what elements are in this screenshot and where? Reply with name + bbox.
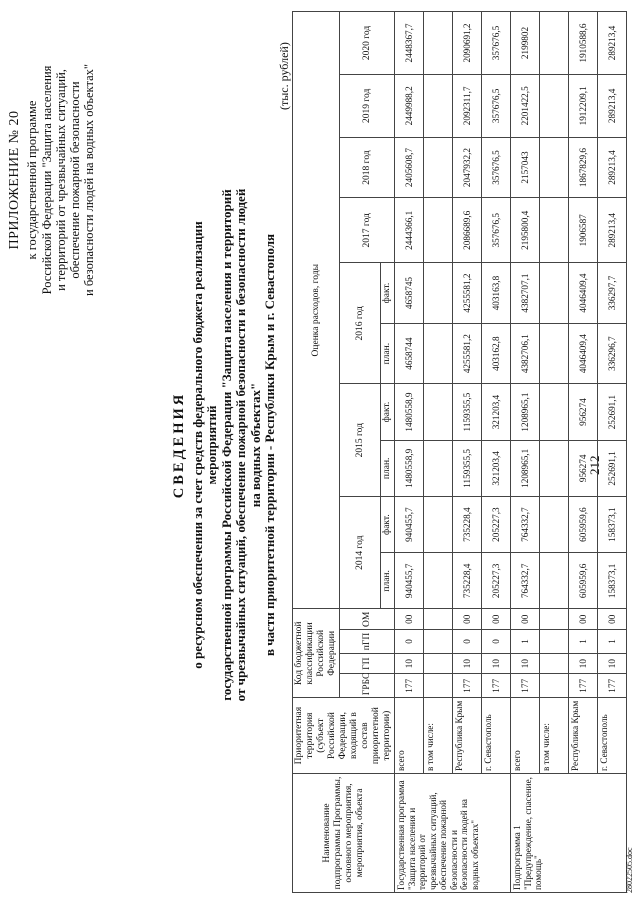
value-cell	[540, 12, 569, 75]
value-cell: 321203,4	[482, 384, 511, 440]
value-cell	[424, 137, 453, 198]
value-cell: 1159355,5	[453, 384, 482, 440]
value-cell: 1208965,1	[511, 440, 540, 496]
value-cell: 735228,4	[453, 496, 482, 552]
value-cell: 764332,7	[511, 553, 540, 609]
table-row	[395, 12, 424, 893]
budget-code-cell: 10	[569, 653, 598, 674]
title-line: о ресурсном обеспечении за счет средств федерального бюджета реализации мероприятий	[189, 221, 219, 669]
value-cell: 357676,5	[482, 74, 511, 137]
value-cell: 764332,7	[511, 496, 540, 552]
budget-code-cell: 177	[453, 674, 482, 698]
header-year-2015: 2015 год	[340, 384, 381, 497]
budget-code-cell: 10	[511, 653, 540, 674]
value-cell: 1867829,6	[569, 137, 598, 198]
appendix-line: и территорий от чрезвычайных ситуаций,	[53, 69, 68, 291]
value-cell: 2201422,5	[511, 74, 540, 137]
value-cell	[540, 323, 569, 384]
value-cell: 4382706,1	[511, 323, 540, 384]
header-plan: план.	[381, 323, 395, 384]
value-cell	[540, 263, 569, 324]
value-cell	[424, 323, 453, 384]
value-cell: 336296,7	[598, 323, 627, 384]
value-cell: 1906587	[569, 198, 598, 263]
header-territory: Приоритетная территория (субъект Российской Федерации, входящий в состав приоритетной территории)	[293, 698, 395, 774]
value-cell: 4255581,2	[453, 263, 482, 324]
value-cell	[424, 12, 453, 75]
value-cell	[424, 440, 453, 496]
appendix-line: обеспечение пожарной безопасности	[68, 81, 83, 279]
value-cell: 2195800,4	[511, 198, 540, 263]
row-name: Государственная программа "Защита населения и территорий от чрезвычайных ситуаций, обеспечение пожарной безопасности и безопасности людей на водных объектах"	[395, 773, 511, 892]
budget-code-cell: 10	[482, 653, 511, 674]
budget-code-cell: 00	[511, 609, 540, 630]
budget-code-cell	[424, 630, 453, 654]
value-cell	[540, 137, 569, 198]
header-plan: план.	[381, 440, 395, 496]
appendix-line: и безопасности людей на водных объектах"	[82, 64, 97, 296]
value-cell	[540, 496, 569, 552]
header-name: Наименование подпрограммы Программы, основного мероприятия, мероприятия, объекта	[293, 773, 395, 892]
value-cell	[540, 384, 569, 440]
value-cell: 2448367,7	[395, 12, 424, 75]
header-code-pgp: пГП	[340, 630, 395, 654]
table-row	[482, 12, 511, 893]
value-cell: 4658745	[395, 263, 424, 324]
value-cell: 1910588,6	[569, 12, 598, 75]
budget-code-cell	[540, 674, 569, 698]
value-cell: 205227,3	[482, 496, 511, 552]
header-code-grbs: ГРБС	[340, 674, 395, 698]
header-fact: факт.	[381, 496, 395, 552]
value-cell: 2157043	[511, 137, 540, 198]
appendix-block	[8, 20, 97, 340]
value-cell: 4046409,4	[569, 323, 598, 384]
value-cell: 158373,1	[598, 496, 627, 552]
value-cell	[424, 74, 453, 137]
budget-code-cell: 1	[511, 630, 540, 654]
header-year-2020: 2020 год	[340, 12, 395, 75]
row-territory: Республика Крым	[453, 698, 482, 774]
budget-code-cell	[540, 609, 569, 630]
row-territory: Республика Крым	[569, 698, 598, 774]
value-cell: 289213,4	[598, 12, 627, 75]
title-line: в части приоритетной территории - Республики Крым и г. Севастополя	[262, 233, 277, 657]
value-cell: 2405608,7	[395, 137, 424, 198]
row-territory: в том числе:	[540, 698, 569, 774]
value-cell: 289213,4	[598, 74, 627, 137]
row-territory: всего	[511, 698, 540, 774]
value-cell: 252691,1	[598, 440, 627, 496]
value-cell: 289213,4	[598, 198, 627, 263]
budget-code-cell: 00	[598, 609, 627, 630]
value-cell: 357676,5	[482, 137, 511, 198]
budget-code-cell: 10	[453, 653, 482, 674]
table-row	[424, 12, 453, 893]
value-cell: 956274	[569, 384, 598, 440]
value-cell: 1208965,1	[511, 384, 540, 440]
appendix-line: Российской Федерации "Защита населения	[39, 65, 54, 295]
budget-code-cell: 177	[598, 674, 627, 698]
value-cell: 940455,7	[395, 553, 424, 609]
value-cell: 321203,4	[482, 440, 511, 496]
value-cell	[424, 496, 453, 552]
header-year-2014: 2014 год	[340, 496, 381, 609]
header-code-om: ОМ	[340, 609, 395, 630]
header-year-2016: 2016 год	[340, 263, 381, 384]
value-cell	[424, 263, 453, 324]
value-cell	[540, 198, 569, 263]
value-cell: 2086689,6	[453, 198, 482, 263]
budget-code-cell	[424, 674, 453, 698]
budget-code-cell: 10	[598, 653, 627, 674]
budget-code-cell: 00	[482, 609, 511, 630]
title-line: государственной программы Российской Федерации "Защита населения и территорий	[218, 189, 234, 701]
value-cell: 956274	[569, 440, 598, 496]
value-cell: 2090691,2	[453, 12, 482, 75]
table-row	[598, 12, 627, 893]
table-row	[569, 12, 598, 893]
value-cell: 336297,7	[598, 263, 627, 324]
value-cell: 403162,8	[482, 323, 511, 384]
budget-code-cell: 1	[569, 630, 598, 654]
value-cell: 4046409,4	[569, 263, 598, 324]
value-cell: 158373,1	[598, 553, 627, 609]
title-line: от чрезвычайных ситуаций, обеспечение пожарной безопасности и безопасности людей на водных объектах"	[233, 188, 263, 702]
budget-code-cell: 00	[453, 609, 482, 630]
budget-code-cell	[540, 653, 569, 674]
budget-code-cell: 00	[395, 609, 424, 630]
row-name: Подпрограмма 1 "Предупреждение, спасение, помощь"	[511, 773, 627, 892]
units-label: (тыс. рублей)	[277, 42, 291, 110]
value-cell: 403163,8	[482, 263, 511, 324]
row-territory: в том числе:	[424, 698, 453, 774]
header-plan: план.	[381, 553, 395, 609]
value-cell: 1159355,5	[453, 440, 482, 496]
header-year-2018: 2018 год	[340, 137, 395, 198]
budget-code-cell: 177	[569, 674, 598, 698]
table-row	[540, 12, 569, 893]
header-estimate: Оценка расходов, годы	[293, 12, 340, 610]
value-cell: 252691,1	[598, 384, 627, 440]
value-cell: 4255581,2	[453, 323, 482, 384]
value-cell: 2047932,2	[453, 137, 482, 198]
budget-code-cell: 177	[511, 674, 540, 698]
header-budget-code: Код бюджетной классификации Российской Федерации	[293, 609, 340, 698]
value-cell: 940455,7	[395, 496, 424, 552]
value-cell: 1480558,9	[395, 384, 424, 440]
value-cell: 4658744	[395, 323, 424, 384]
document-title	[172, 185, 278, 705]
budget-code-cell: 10	[395, 653, 424, 674]
value-cell	[424, 384, 453, 440]
appendix-line: к государственной программе	[25, 100, 40, 260]
value-cell: 735228,4	[453, 553, 482, 609]
table-row	[453, 12, 482, 893]
budget-code-cell: 0	[453, 630, 482, 654]
budget-code-cell: 177	[482, 674, 511, 698]
row-territory: всего	[395, 698, 424, 774]
value-cell: 605959,6	[569, 553, 598, 609]
header-fact: факт.	[381, 384, 395, 440]
value-cell: 1480558,9	[395, 440, 424, 496]
value-cell: 357676,5	[482, 12, 511, 75]
table-row	[511, 12, 540, 893]
value-cell: 605959,6	[569, 496, 598, 552]
budget-code-cell: 0	[482, 630, 511, 654]
value-cell	[424, 553, 453, 609]
value-cell	[540, 553, 569, 609]
value-cell	[540, 440, 569, 496]
page-number: 212	[587, 455, 602, 475]
budget-code-cell	[424, 653, 453, 674]
value-cell: 4382707,1	[511, 263, 540, 324]
row-territory: г. Севастополь	[482, 698, 511, 774]
value-cell: 2199802	[511, 12, 540, 75]
appendix-title: ПРИЛОЖЕНИЕ № 20	[7, 110, 22, 250]
value-cell: 205227,3	[482, 553, 511, 609]
value-cell	[424, 198, 453, 263]
budget-code-cell	[540, 630, 569, 654]
budget-code-cell	[424, 609, 453, 630]
budget-code-cell: 00	[569, 609, 598, 630]
value-cell	[540, 74, 569, 137]
header-year-2019: 2019 год	[340, 74, 395, 137]
value-cell: 1912209,1	[569, 74, 598, 137]
value-cell: 289213,4	[598, 137, 627, 198]
title-heading: СВЕДЕНИЯ	[171, 391, 187, 499]
header-fact: факт.	[381, 263, 395, 324]
row-territory: г. Севастополь	[598, 698, 627, 774]
value-cell: 2449988,2	[395, 74, 424, 137]
header-year-2017: 2017 год	[340, 198, 395, 263]
budget-code-cell: 1	[598, 630, 627, 654]
value-cell: 2444366,1	[395, 198, 424, 263]
header-code-gp: ГП	[340, 653, 395, 674]
budget-code-cell: 0	[395, 630, 424, 654]
value-cell: 357676,5	[482, 198, 511, 263]
budget-code-cell: 177	[395, 674, 424, 698]
expenditure-table	[292, 11, 627, 893]
footer-filename: 28022505.doc	[625, 847, 634, 893]
value-cell: 2092311,7	[453, 74, 482, 137]
